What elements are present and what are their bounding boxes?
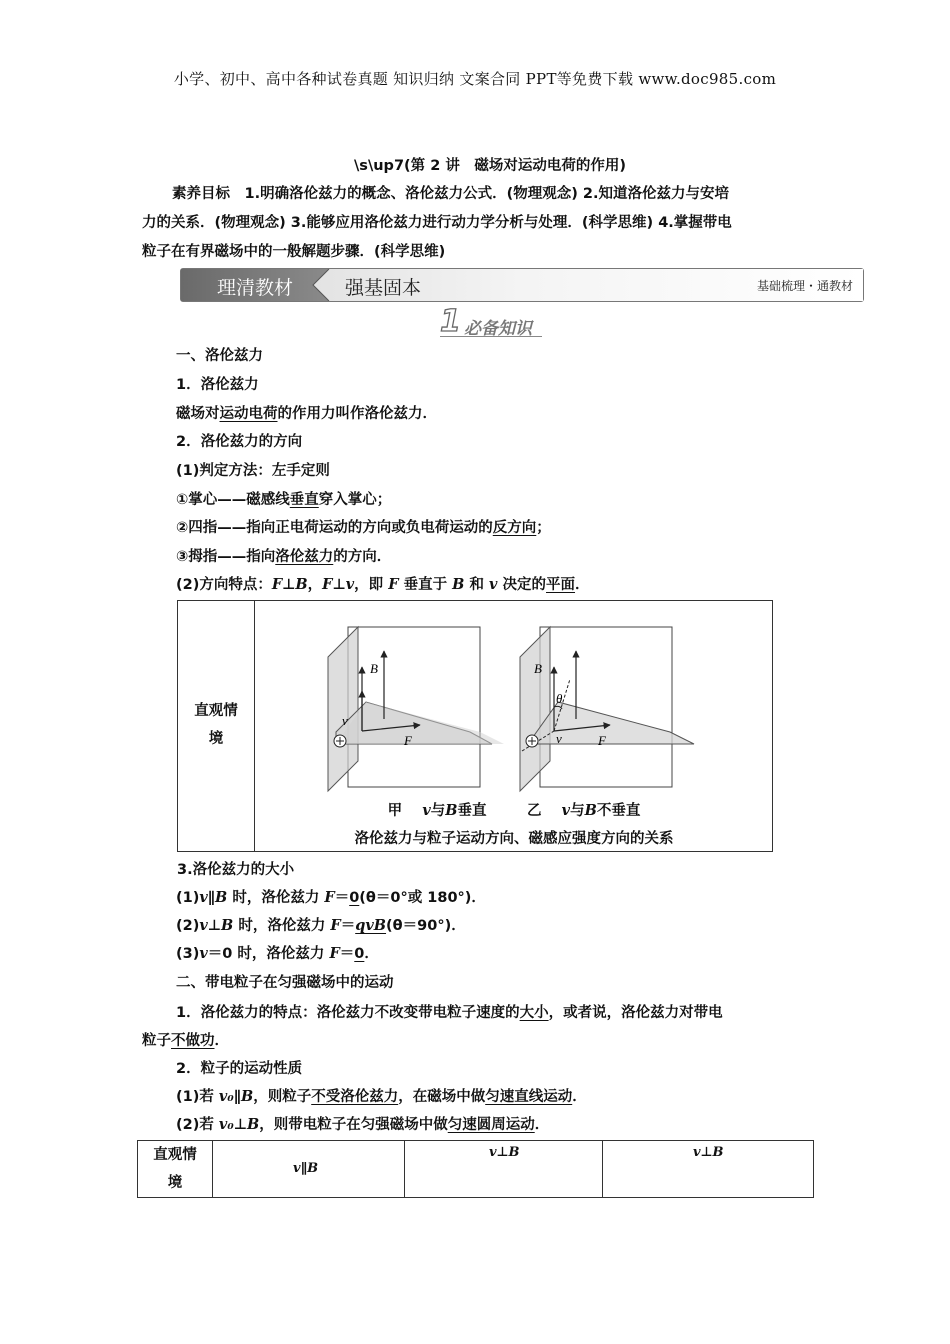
blank-answer: 大小	[519, 1005, 549, 1021]
goals-line-2: 力的关系．(物理观念) 3.能够应用洛伦兹力进行动力学分析与处理．(科学思维) 4.掌握带电	[142, 215, 732, 231]
text: (2)方向特点：	[176, 577, 272, 593]
symbol: B	[240, 1088, 254, 1105]
text: (3)	[176, 946, 200, 962]
thumb-line	[176, 545, 391, 566]
table-cell-parallel	[212, 1141, 405, 1197]
label-theta: θ	[556, 691, 563, 706]
banner-tag: 基础梳理・通教材	[756, 279, 853, 293]
text: ＝0 时，洛伦兹力	[207, 946, 330, 962]
text: 时，洛伦兹力	[227, 890, 325, 906]
symbol: ⊥	[700, 1145, 713, 1160]
text: 与	[430, 803, 446, 819]
symbol: ⊥	[207, 918, 222, 934]
symbol: F	[330, 917, 341, 934]
motion-perpendicular	[176, 1113, 549, 1134]
section-text: 必备知识	[464, 319, 532, 339]
blank-answer: 不受洛伦兹力	[311, 1089, 399, 1105]
label-line: 境	[167, 1175, 183, 1191]
symbol: F	[329, 945, 340, 962]
symbol: ⊥	[233, 1117, 247, 1133]
text: ．	[534, 1117, 550, 1133]
cell-text	[489, 1145, 519, 1160]
text: ，即	[354, 577, 389, 593]
text: (1)	[176, 890, 200, 906]
label-line: 境	[208, 731, 224, 747]
symbol: v	[293, 1161, 301, 1176]
symbol: v	[199, 889, 208, 906]
symbol: B	[712, 1145, 724, 1160]
text: ，则粒子	[253, 1089, 312, 1105]
section-heading	[430, 306, 550, 338]
text: ．	[572, 1089, 587, 1105]
motion-table	[137, 1140, 814, 1198]
symbol: v	[199, 945, 208, 962]
case-perpendicular	[176, 914, 466, 935]
blank-answer: 反方向	[492, 520, 537, 536]
blank-answer: 0	[349, 890, 360, 906]
symbol: ∥	[233, 1089, 241, 1105]
goals-line-1: 素养目标 1.明确洛伦兹力的概念、洛伦兹力公式．(物理观念) 2.知道洛伦兹力与安培	[172, 186, 729, 202]
symbol: B	[307, 1161, 319, 1176]
page-header: 小学、初中、高中各种试卷真题 知识归纳 文案合同 PPT等免费下载 www.doc985.com	[173, 70, 777, 88]
symbol: v	[199, 917, 208, 934]
symbol: ⊥	[282, 577, 296, 593]
heading-3: 3.洛伦兹力的大小	[177, 862, 295, 878]
diagram-yi	[520, 627, 694, 791]
text: 粒子	[142, 1033, 171, 1049]
palm-line	[176, 488, 391, 509]
text: ③拇指——指向	[176, 549, 276, 565]
text: 1．洛伦兹力的特点：洛伦兹力不改变带电粒子速度的	[176, 1005, 520, 1021]
text: 垂直于	[398, 577, 453, 593]
blank-answer: 运动电荷	[219, 406, 278, 422]
text: 磁场对	[176, 406, 220, 422]
heading-motion: 二、带电粒子在匀强磁场中的运动	[176, 975, 394, 991]
text: ，或者说，洛伦兹力对带电	[548, 1005, 723, 1021]
case-parallel	[176, 886, 486, 907]
blank-answer: 匀速直线运动	[485, 1089, 573, 1105]
text: 决定的	[497, 577, 547, 593]
learning-goals	[142, 180, 812, 267]
figure-captions	[254, 799, 774, 820]
table-row-label	[138, 1141, 212, 1197]
heading-2: 2．洛伦兹力的方向	[176, 434, 303, 450]
text: (2)若	[176, 1117, 219, 1133]
cell-text	[293, 1161, 318, 1176]
text: 的作用力叫作洛伦兹力．	[277, 406, 437, 422]
symbol: ⊥	[332, 577, 346, 593]
text: ②四指——指向正电荷运动的方向或负电荷运动的	[176, 520, 493, 536]
heading-lorentz-force: 一、洛伦兹力	[176, 348, 263, 364]
text: ＝	[334, 890, 350, 906]
symbol: ∥	[300, 1161, 308, 1176]
motion-parallel	[176, 1085, 587, 1106]
symbol: F	[271, 576, 283, 593]
text: ，在磁场中做	[398, 1089, 486, 1105]
figure-table	[177, 600, 773, 852]
heading-motion-2: 2．粒子的运动性质	[176, 1061, 303, 1077]
direction-feature-line	[176, 573, 590, 594]
label-F: F	[598, 733, 606, 748]
blank-answer: 不做功	[171, 1033, 215, 1049]
symbol: F	[388, 576, 399, 593]
blank-answer: 匀速圆周运动	[447, 1117, 535, 1133]
text: ＝	[339, 946, 355, 962]
blank-answer: 平面	[546, 577, 576, 593]
case-zero	[176, 942, 379, 963]
text: ；	[536, 520, 551, 536]
table-cell-perpendicular-1	[404, 1141, 603, 1197]
symbol: v	[489, 1145, 497, 1160]
rule-line: (1)判定方法：左手定则	[176, 463, 330, 479]
label-line: 直观情	[194, 703, 238, 719]
label-B: B	[534, 661, 542, 676]
symbol: B	[508, 1145, 520, 1160]
blank-answer: qvB	[355, 917, 387, 934]
force-diagrams	[254, 601, 774, 801]
symbol: v	[489, 576, 498, 593]
symbol: B	[221, 917, 234, 934]
definition-line	[176, 402, 437, 423]
symbol: B	[452, 576, 465, 593]
symbol: ⊥	[496, 1145, 509, 1160]
symbol: v₀	[218, 1116, 234, 1133]
text: (θ＝90°)．	[386, 918, 466, 934]
label-B: B	[370, 661, 378, 676]
text: (1)若	[176, 1089, 219, 1105]
goals-line-3: 粒子在有界磁场中的一般解题步骤．(科学思维)	[142, 244, 446, 260]
section-number: 1	[440, 304, 461, 339]
banner-right-text: 强基固本	[345, 277, 422, 299]
text: ①掌心——磁感线	[176, 492, 290, 508]
label-F: F	[404, 733, 412, 748]
symbol: B	[215, 889, 228, 906]
symbol: v	[561, 802, 571, 819]
text: ．	[214, 1033, 229, 1049]
label-line: 直观情	[153, 1147, 197, 1163]
diagram-jia	[328, 627, 504, 791]
text: 与	[570, 803, 585, 819]
symbol: F	[324, 889, 335, 906]
symbol: v₀	[218, 1088, 234, 1105]
cell-text	[693, 1145, 723, 1160]
symbol: ∥	[207, 890, 216, 906]
text: 时，洛伦兹力	[233, 918, 331, 934]
text: 和	[464, 577, 490, 593]
symbol: B	[246, 1116, 260, 1133]
section-banner	[180, 268, 864, 302]
symbol: B	[584, 802, 597, 819]
blank-answer: 0	[354, 946, 365, 962]
symbol: F	[322, 576, 333, 593]
feature-line-1	[176, 1001, 723, 1022]
symbol: v	[693, 1145, 701, 1160]
blank-answer: 垂直	[289, 492, 319, 508]
banner-left-text: 理清教材	[217, 277, 294, 299]
text: 穿入掌心；	[318, 492, 392, 508]
text: ．	[364, 946, 379, 962]
text: ＝	[340, 918, 356, 934]
fig-label: 乙	[526, 803, 542, 819]
symbol: B	[445, 802, 458, 819]
symbol: B	[295, 576, 308, 593]
table-cell-perpendicular-2	[602, 1141, 814, 1197]
text: 的方向．	[333, 549, 392, 565]
text: ，则带电粒子在匀强磁场中做	[259, 1117, 448, 1133]
fingers-line	[176, 516, 551, 537]
figure-main-caption: 洛伦兹力与粒子运动方向、磁感应强度方向的关系	[354, 831, 674, 847]
symbol: v	[422, 802, 431, 819]
blank-answer: 洛伦兹力	[275, 549, 334, 565]
label-v: v	[342, 713, 348, 728]
text: ．	[575, 577, 590, 593]
fig-label: 甲	[387, 803, 403, 819]
text: 垂直	[457, 803, 487, 819]
lesson-title: \s\up7(第 2 讲 磁场对运动电荷的作用)	[354, 158, 626, 174]
heading-1: 1．洛伦兹力	[176, 377, 259, 393]
symbol: v	[345, 576, 355, 593]
text: (2)	[176, 918, 200, 934]
feature-line-2	[142, 1029, 229, 1050]
section-underline	[440, 336, 542, 337]
text: 不垂直	[596, 803, 641, 819]
label-v: v	[556, 731, 562, 746]
text: (θ＝0°或 180°)．	[359, 890, 486, 906]
table-row-label	[178, 697, 254, 753]
text: ，	[307, 577, 323, 593]
